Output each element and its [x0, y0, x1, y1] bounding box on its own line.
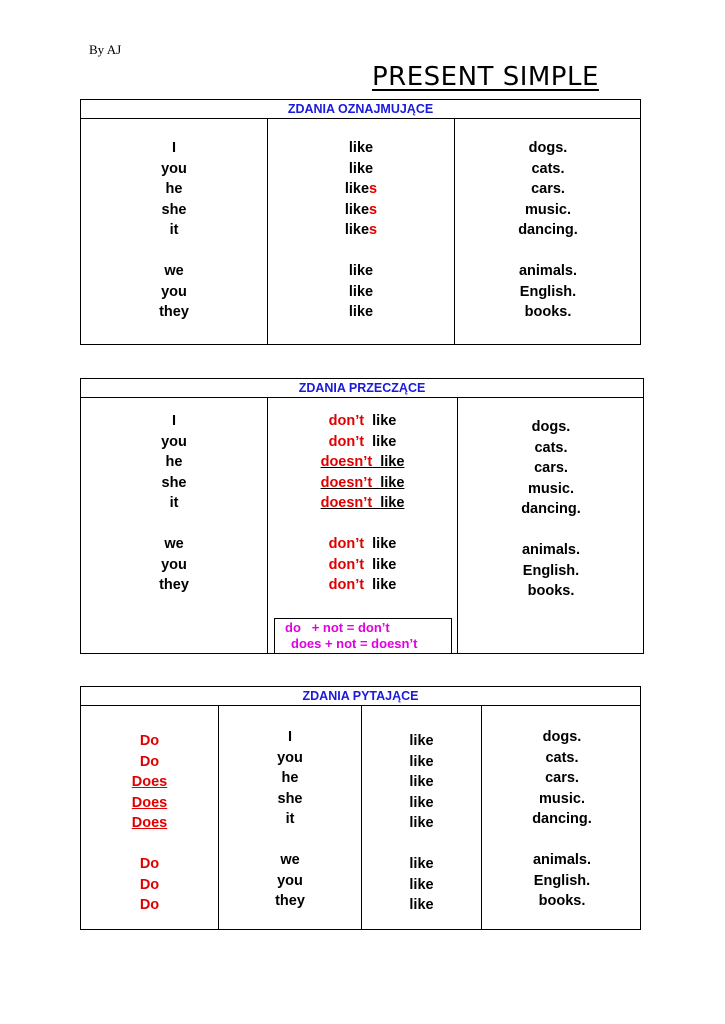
cell-text: English.	[533, 872, 591, 889]
negation-aux: doesn’t	[320, 474, 373, 491]
cell-text: cats.	[545, 749, 579, 766]
cell	[362, 813, 481, 834]
cell	[81, 200, 267, 221]
cell-text: music.	[528, 480, 574, 497]
cell-text: animals.	[521, 541, 581, 558]
cell	[482, 891, 642, 912]
cell-text: dancing.	[518, 222, 578, 239]
negation-verb: like	[380, 454, 405, 471]
cell	[81, 179, 267, 200]
verb-cell	[268, 220, 454, 241]
cell	[482, 727, 642, 748]
cell	[81, 261, 267, 282]
cell-text: he	[165, 454, 183, 471]
cell	[455, 302, 641, 323]
cell	[81, 555, 267, 576]
verb-base: like	[348, 304, 374, 321]
verb-base: like	[344, 222, 370, 239]
cell	[219, 891, 361, 912]
negation-cell	[268, 493, 457, 514]
cell-text: Do	[139, 855, 160, 872]
cell	[81, 452, 267, 473]
cell-text: it	[285, 811, 295, 828]
cell-text: Does	[131, 794, 168, 811]
verb-base: like	[348, 160, 374, 177]
negative-subjects	[81, 411, 267, 596]
cell-text: animals.	[532, 851, 592, 868]
cell	[458, 581, 644, 602]
question-subjects	[219, 727, 361, 912]
verb-cell	[268, 282, 454, 303]
negation-verb: like	[372, 413, 397, 429]
cell-text: we	[280, 851, 300, 868]
cell	[81, 731, 218, 752]
cell	[458, 479, 644, 500]
verb-cell	[268, 302, 454, 323]
affirmative-subjects	[81, 138, 267, 323]
cell	[458, 499, 644, 520]
cell-text: they	[275, 893, 305, 910]
cell	[81, 813, 218, 834]
cell	[219, 850, 361, 871]
cell-text: we	[164, 262, 184, 279]
negation-aux: don’t	[328, 535, 365, 552]
cell	[455, 282, 641, 303]
cell-text: music.	[539, 790, 585, 807]
cell-text: books.	[538, 893, 586, 910]
negative-table	[80, 378, 644, 654]
cell	[81, 411, 267, 432]
cell-text: dogs.	[531, 419, 571, 435]
cell	[455, 138, 641, 159]
cell-text: you	[161, 433, 187, 450]
cell-text: like	[409, 753, 434, 770]
cell	[81, 575, 267, 596]
cell-text: Do	[139, 876, 160, 893]
negation-verb: like	[372, 556, 397, 573]
cell-text: books.	[524, 304, 572, 321]
negation-aux: don’t	[328, 556, 365, 573]
cell-text: English.	[519, 283, 577, 300]
verb-base: like	[348, 283, 374, 300]
cell-text: you	[161, 556, 187, 573]
cell	[455, 159, 641, 180]
cell	[81, 772, 218, 793]
cell-text: you	[161, 160, 187, 177]
question-heading: ZDANIA PYTAJĄCE	[81, 687, 640, 706]
cell	[362, 793, 481, 814]
cell	[458, 540, 644, 561]
cell-text: I	[287, 729, 293, 745]
cell-text: like	[409, 855, 434, 872]
cell	[362, 731, 481, 752]
cell-text: dogs.	[542, 729, 582, 745]
cell	[81, 432, 267, 453]
contraction-note	[274, 618, 452, 654]
cell-text: I	[171, 140, 177, 156]
verb-cell	[268, 179, 454, 200]
negation-verb: like	[372, 577, 397, 594]
cell-text: English.	[522, 562, 580, 579]
cell-text: cars.	[545, 770, 579, 787]
cell	[219, 768, 361, 789]
cell	[81, 854, 218, 875]
verb-base: like	[348, 262, 374, 279]
cell-text: cars.	[534, 460, 568, 477]
negation-verb: like	[380, 474, 405, 491]
cell	[458, 561, 644, 582]
cell-text: like	[409, 876, 434, 893]
cell	[81, 138, 267, 159]
cell	[455, 220, 641, 241]
cell	[219, 809, 361, 830]
affirmative-verbs	[268, 138, 454, 323]
negative-heading: ZDANIA PRZECZĄCE	[81, 379, 643, 398]
cell	[455, 179, 641, 200]
cell-text: he	[165, 181, 183, 198]
cell-text: she	[277, 790, 303, 807]
negation-verb: like	[372, 535, 397, 552]
verb-suffix: s	[369, 201, 378, 218]
negative-objects	[458, 417, 644, 602]
cell	[219, 727, 361, 748]
negation-aux: doesn’t	[320, 454, 373, 471]
page-title: PRESENT SIMPLE	[372, 62, 599, 92]
cell-text: they	[159, 577, 189, 594]
note-line-2: does + not = doesn’t	[291, 636, 418, 651]
cell-text: Do	[139, 733, 160, 749]
cell	[362, 752, 481, 773]
cell-text: it	[169, 495, 179, 512]
cell	[81, 752, 218, 773]
cell	[81, 895, 218, 916]
cell-text: animals.	[518, 262, 578, 279]
verb-base: like	[344, 201, 370, 218]
cell	[362, 772, 481, 793]
cell-text: you	[277, 749, 303, 766]
question-auxiliaries	[81, 731, 218, 916]
author-label: By AJ	[89, 42, 122, 57]
verb-cell	[268, 261, 454, 282]
cell	[482, 809, 642, 830]
cell-text: I	[171, 413, 177, 429]
cell-text: Does	[131, 774, 168, 791]
negation-aux: don’t	[328, 433, 365, 450]
cell-text: cars.	[531, 181, 565, 198]
negation-cell	[268, 432, 457, 453]
cell	[81, 793, 218, 814]
cell	[81, 302, 267, 323]
cell	[458, 458, 644, 479]
negation-cell	[268, 473, 457, 494]
affirmative-table	[80, 99, 641, 345]
cell	[81, 534, 267, 555]
affirmative-objects	[455, 138, 641, 323]
negation-verb: like	[372, 433, 397, 450]
verb-base: like	[348, 140, 374, 156]
negation-verb: like	[380, 495, 405, 512]
cell-text: dancing.	[521, 501, 581, 518]
cell	[458, 438, 644, 459]
cell	[482, 850, 642, 871]
cell-text: like	[409, 815, 434, 832]
cell-text: they	[159, 304, 189, 321]
cell-text: books.	[527, 583, 575, 600]
cell	[362, 875, 481, 896]
verb-suffix: s	[369, 222, 378, 239]
negation-cell	[268, 575, 457, 596]
cell	[81, 159, 267, 180]
cell-text: you	[277, 872, 303, 889]
cell	[482, 748, 642, 769]
cell	[458, 417, 644, 438]
cell-text: like	[409, 774, 434, 791]
negation-cell	[268, 411, 457, 432]
question-objects	[482, 727, 642, 912]
cell	[455, 261, 641, 282]
cell-text: like	[409, 794, 434, 811]
cell-text: she	[161, 474, 187, 491]
cell-text: like	[409, 733, 434, 749]
negation-cell	[268, 534, 457, 555]
cell	[219, 871, 361, 892]
negation-cell	[268, 555, 457, 576]
cell-text: we	[164, 535, 184, 552]
negation-aux: doesn’t	[320, 495, 373, 512]
cell-text: dancing.	[532, 811, 592, 828]
verb-cell	[268, 138, 454, 159]
cell	[81, 282, 267, 303]
cell	[81, 493, 267, 514]
cell-text: cats.	[531, 160, 565, 177]
cell-text: like	[409, 897, 434, 914]
cell-text: music.	[525, 201, 571, 218]
cell	[81, 473, 267, 494]
verb-cell	[268, 159, 454, 180]
question-verbs	[362, 731, 481, 916]
cell	[81, 875, 218, 896]
cell-text: Does	[131, 815, 168, 832]
cell-text: dogs.	[528, 140, 568, 156]
cell	[482, 871, 642, 892]
cell-text: he	[281, 770, 299, 787]
cell-text: she	[161, 201, 187, 218]
negation-cell	[268, 452, 457, 473]
cell	[219, 748, 361, 769]
cell-text: cats.	[534, 439, 568, 456]
verb-base: like	[344, 181, 370, 198]
question-table	[80, 686, 641, 930]
negative-verbs	[268, 411, 457, 596]
note-line-1: do + not = don’t	[285, 620, 390, 635]
negation-aux: don’t	[328, 413, 365, 429]
cell	[482, 789, 642, 810]
affirmative-heading: ZDANIA OZNAJMUJĄCE	[81, 100, 640, 119]
verb-cell	[268, 200, 454, 221]
negation-aux: don’t	[328, 577, 365, 594]
cell	[362, 895, 481, 916]
cell	[455, 200, 641, 221]
cell	[81, 220, 267, 241]
cell-text: Do	[139, 753, 160, 770]
cell-text: Do	[139, 897, 160, 914]
cell	[219, 789, 361, 810]
cell	[482, 768, 642, 789]
cell	[362, 854, 481, 875]
cell-text: you	[161, 283, 187, 300]
cell-text: it	[169, 222, 179, 239]
verb-suffix: s	[369, 181, 378, 198]
